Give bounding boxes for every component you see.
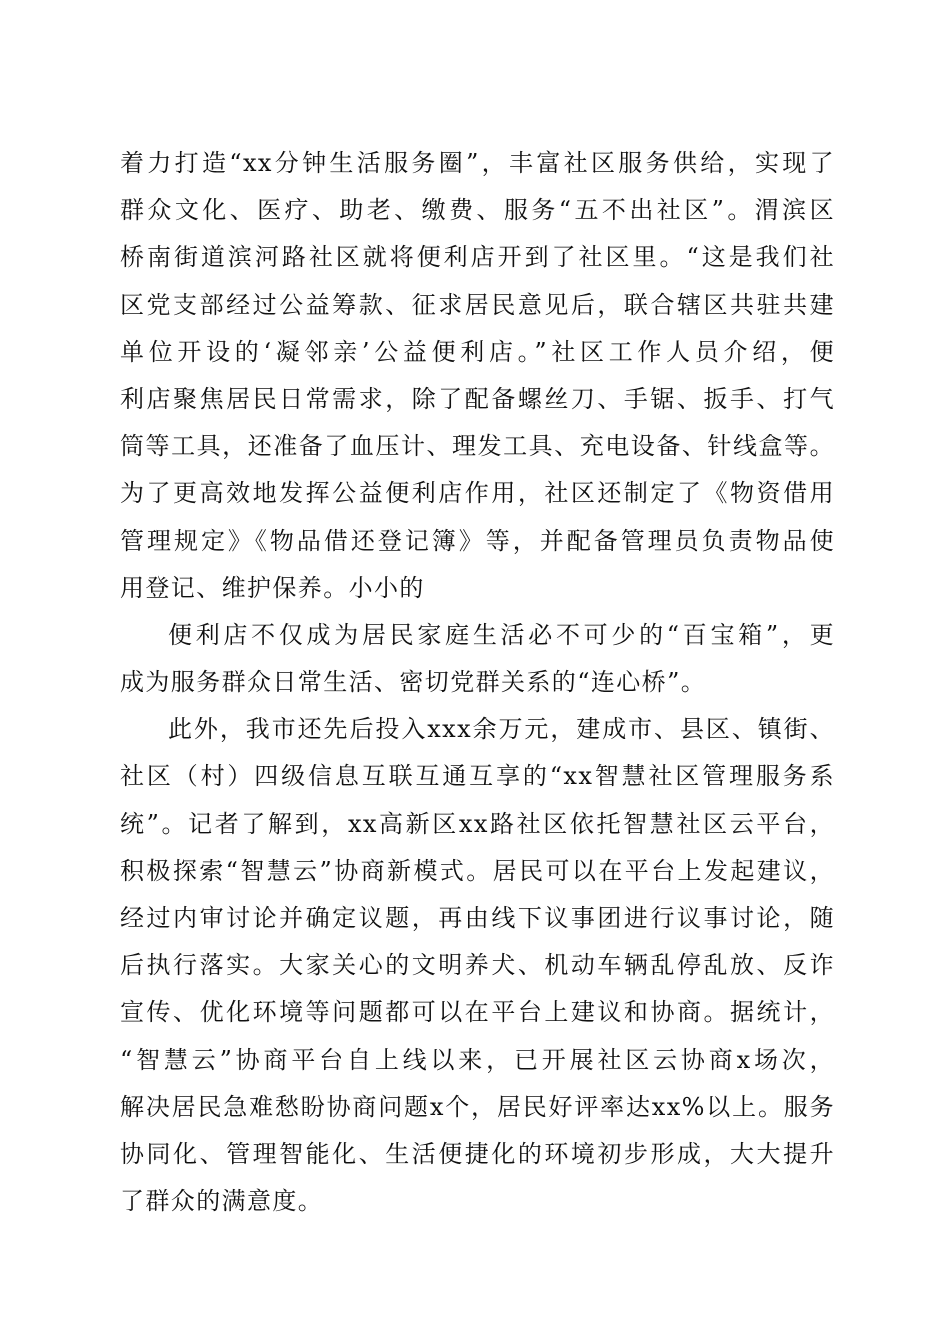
text-line: 为了更高效地发挥公益便利店作用，社区还制定了《物资借用 xyxy=(120,479,835,508)
text-line: “智慧云”协商平台自上线以来，已开展社区云协商x场次， xyxy=(120,1045,835,1074)
text-line: 桥南街道滨河路社区就将便利店开到了社区里。“这是我们社 xyxy=(120,243,835,272)
text-line: 后执行落实。大家关心的文明养犬、机动车辆乱停乱放、反诈 xyxy=(120,951,835,980)
paragraph-1 xyxy=(120,140,835,612)
text-line: 群众文化、医疗、助老、缴费、服务“五不出社区”。渭滨区 xyxy=(120,196,835,225)
text-line: 管理规定》《物品借还登记簿》等，并配备管理员负责物品使 xyxy=(120,526,835,555)
text-line: 社区（村）四级信息互联互通互享的“xx智慧社区管理服务系 xyxy=(120,762,835,791)
text-line: 积极探索“智慧云”协商新模式。居民可以在平台上发起建议， xyxy=(120,856,835,885)
text-line: 协同化、管理智能化、生活便捷化的环境初步形成，大大提升 xyxy=(120,1139,835,1168)
text-line: 区党支部经过公益筹款、征求居民意见后，联合辖区共驻共建 xyxy=(120,290,835,319)
text-line: 了群众的满意度。 xyxy=(120,1187,324,1216)
text-line: 宣传、优化环境等问题都可以在平台上建议和协商。据统计， xyxy=(120,998,835,1027)
text-line: 便利店不仅成为居民家庭生活必不可少的“百宝箱”，更 xyxy=(168,620,835,649)
text-line: 利店聚焦居民日常需求，除了配备螺丝刀、手锯、扳手、打气 xyxy=(120,384,835,413)
paragraph-3 xyxy=(120,706,835,1225)
text-line: 着力打造“xx分钟生活服务圈”，丰富社区服务供给，实现了 xyxy=(120,149,835,177)
paragraph-2 xyxy=(120,612,835,706)
text-line: 统”。记者了解到，xx高新区xx路社区依托智慧社区云平台， xyxy=(120,809,835,838)
text-line: 筒等工具，还准备了血压计、理发工具、充电设备、针线盒等。 xyxy=(120,432,835,461)
document-body xyxy=(120,140,835,1225)
text-line: 此外，我市还先后投入xxx余万元，建成市、县区、镇街、 xyxy=(168,715,835,744)
text-line: 经过内审讨论并确定议题，再由线下议事团进行议事讨论，随 xyxy=(120,904,835,932)
text-line: 解决居民急难愁盼协商问题x个，居民好评率达xx%以上。服务 xyxy=(120,1092,835,1121)
text-line: 成为服务群众日常生活、密切党群关系的“连心桥”。 xyxy=(120,668,707,697)
text-line: 用登记、维护保养。小小的 xyxy=(120,573,425,602)
text-line: 单位开设的‘凝邻亲’公益便利店。”社区工作人员介绍，便 xyxy=(120,337,835,366)
